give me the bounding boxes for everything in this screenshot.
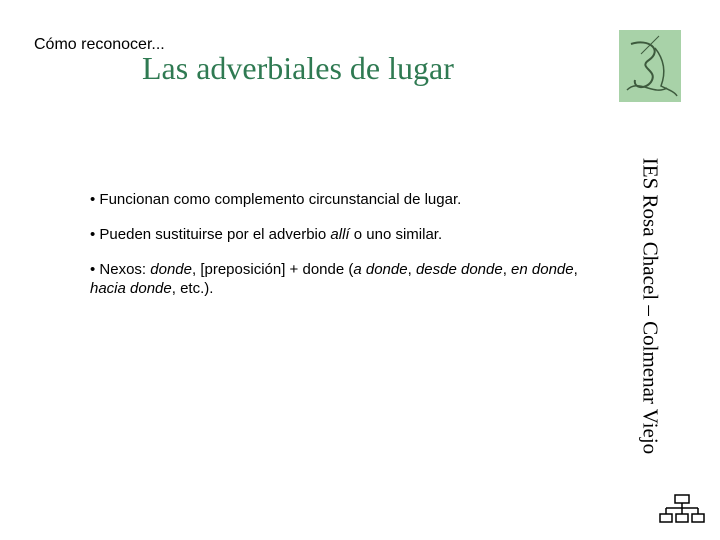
bullet-text: • Funcionan como complemento circunstancial de lugar. bbox=[90, 191, 462, 208]
bullet-list bbox=[90, 190, 610, 314]
bullet-item bbox=[90, 225, 610, 244]
bullet-item bbox=[90, 260, 610, 298]
kicker-text: Cómo reconocer... bbox=[34, 36, 165, 53]
bullet-text: , [preposición] + donde ( bbox=[192, 261, 354, 278]
italic-text: hacia donde bbox=[90, 280, 172, 297]
italic-text: en donde bbox=[511, 261, 574, 278]
bullet-text: o uno similar. bbox=[349, 226, 443, 243]
italic-text: desde donde bbox=[415, 261, 503, 278]
bullet-text: , bbox=[502, 261, 512, 278]
sitemap-icon[interactable] bbox=[657, 494, 707, 524]
side-caption bbox=[630, 135, 670, 477]
italic-text: a donde bbox=[353, 261, 408, 278]
bullet-text: , bbox=[573, 261, 578, 278]
slide-title: Las adverbiales de lugar bbox=[142, 50, 454, 86]
italic-text: donde bbox=[150, 261, 192, 278]
side-caption-text: IES Rosa Chacel – Colmenar Viejo bbox=[638, 157, 663, 455]
bullet-text: • Pueden sustituirse por el adverbio bbox=[90, 226, 331, 243]
school-logo-icon bbox=[619, 30, 681, 102]
bullet-item bbox=[90, 190, 610, 209]
bullet-text: • Nexos: bbox=[90, 261, 151, 278]
bullet-text: , bbox=[407, 261, 416, 278]
italic-text: allí bbox=[330, 226, 350, 243]
bullet-text: , etc.). bbox=[171, 280, 214, 297]
